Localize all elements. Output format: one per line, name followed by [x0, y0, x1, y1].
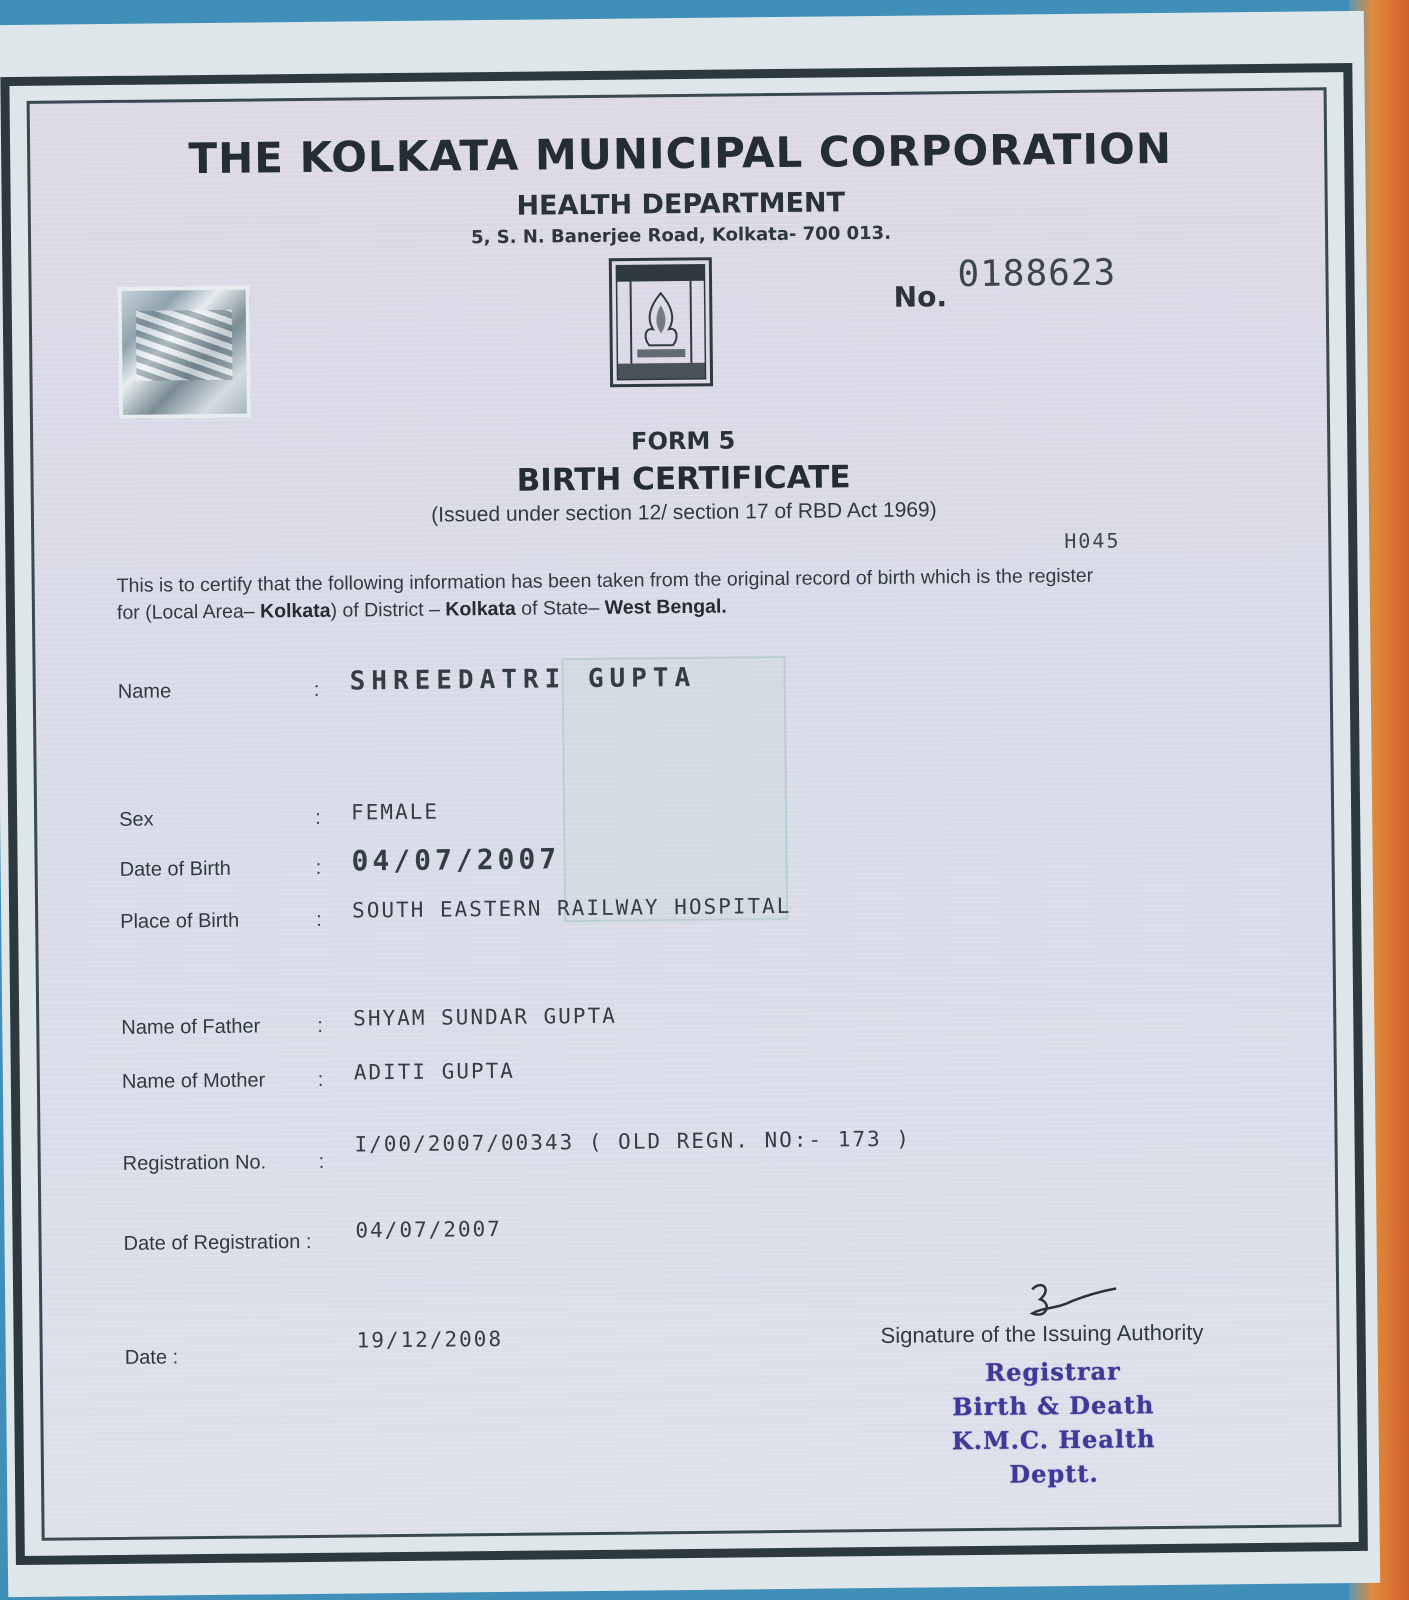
name-value: SHREEDATRI GUPTA	[349, 662, 697, 697]
issued-under-note: (Issued under section 12/ section 17 of RBD Act 1969)	[431, 498, 937, 527]
certify-mid2: of State–	[515, 596, 605, 620]
signature-label: Signature of the Issuing Authority	[880, 1319, 1204, 1348]
pob-label: Place of Birth	[120, 909, 240, 933]
certify-line1: This is to certify that the following information has been taken from the original record of birth which is the register	[116, 564, 1094, 597]
certificate-title: BIRTH CERTIFICATE	[516, 459, 851, 499]
watermark-emblem	[561, 656, 788, 922]
stamp-line3: K.M.C. Health Deptt.	[951, 1424, 1156, 1489]
state: West Bengal.	[604, 595, 727, 619]
regno-label: Registration No.	[122, 1151, 267, 1175]
office-code: H045	[1064, 528, 1121, 554]
registrar-stamp	[903, 1354, 1204, 1493]
address-line: 5, S. N. Banerjee Road, Kolkata- 700 013.	[471, 222, 892, 249]
certification-statement	[117, 561, 1248, 627]
mother-label: Name of Mother	[121, 1069, 266, 1093]
date-label: Date :	[124, 1346, 179, 1369]
name-label: Name	[117, 680, 172, 703]
father-value: SHYAM SUNDAR GUPTA	[353, 1003, 617, 1031]
district: Kolkata	[445, 597, 516, 621]
certify-mid1: ) of District –	[330, 598, 446, 622]
certificate-no-label: No.	[893, 280, 948, 314]
mother-value: ADITI GUPTA	[353, 1058, 515, 1085]
corporation-title: THE KOLKATA MUNICIPAL CORPORATION	[188, 123, 1173, 184]
sex-colon: :	[315, 806, 321, 829]
dob-colon: :	[315, 856, 322, 879]
department-title: HEALTH DEPARTMENT	[516, 187, 846, 222]
hologram-seal-icon	[118, 286, 251, 419]
regdate-label: Date of Registration :	[123, 1230, 312, 1255]
local-area: Kolkata	[259, 599, 331, 623]
pob-value: SOUTH EASTERN RAILWAY HOSPITAL	[351, 893, 792, 923]
pob-colon: :	[316, 908, 322, 931]
name-colon: :	[313, 678, 320, 701]
certify-prefix: for (Local Area–	[116, 600, 261, 624]
kmc-emblem-icon	[608, 257, 713, 388]
certificate-sheet	[0, 11, 1380, 1597]
regdate-value: 04/07/2007	[355, 1216, 503, 1243]
stamp-line1: Registrar	[985, 1356, 1121, 1387]
certificate-body	[27, 87, 1342, 1541]
mother-colon: :	[317, 1068, 324, 1091]
father-label: Name of Father	[121, 1015, 261, 1039]
date-value: 19/12/2008	[356, 1326, 504, 1353]
sex-label: Sex	[119, 808, 154, 831]
form-number: FORM 5	[630, 426, 736, 456]
regno-value: I/00/2007/00343 ( OLD REGN. NO:- 173 )	[354, 1126, 912, 1157]
father-colon: :	[317, 1014, 323, 1037]
certificate-no-value: 0188623	[957, 252, 1117, 296]
dob-label: Date of Birth	[119, 857, 231, 881]
stamp-line2: Birth & Death	[952, 1390, 1155, 1422]
sex-value: FEMALE	[350, 799, 440, 825]
dob-value: 04/07/2007	[351, 842, 561, 878]
regno-colon: :	[318, 1150, 325, 1173]
